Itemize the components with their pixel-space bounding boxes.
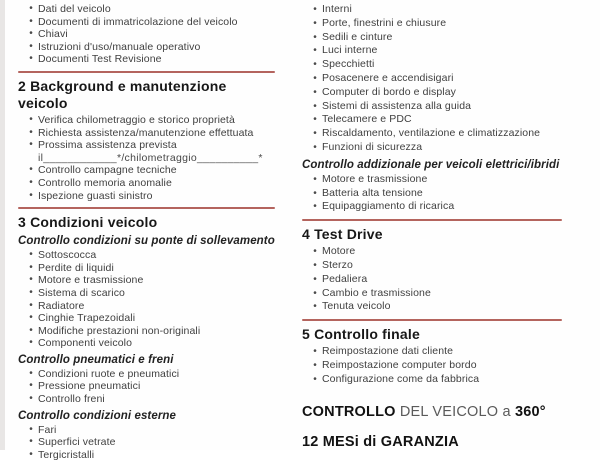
checklist-item-label: Ispezione guasti sinistro	[38, 189, 153, 202]
checklist-item	[24, 449, 275, 461]
checklist-item-label: Configurazione come da fabbrica	[322, 372, 480, 385]
checklist-item	[308, 259, 562, 273]
checklist-item-label: Chiavi	[38, 28, 68, 41]
checklist-item-label: Funzioni di sicurezza	[322, 140, 423, 153]
checklist-item	[308, 173, 562, 187]
checklist	[302, 245, 562, 314]
checklist-item	[24, 16, 275, 29]
checklist-item	[308, 373, 562, 387]
bullet-icon: •	[29, 189, 33, 201]
subsection-heading: Controllo condizioni su ponte di sollevamento	[18, 235, 275, 248]
checklist-item	[24, 287, 275, 300]
checklist	[18, 164, 275, 202]
checklist-item-label: Sistema di scarico	[38, 286, 125, 299]
checklist	[302, 345, 562, 386]
checklist-item-label: Sistemi di assistenza alla guida	[322, 99, 472, 112]
bullet-icon: •	[313, 141, 317, 153]
checklist-item-label: Prossima assistenza prevista	[38, 139, 177, 152]
checklist-item-label: Componenti veicolo	[38, 337, 133, 350]
checklist-item-label: Sedili e cinture	[322, 30, 393, 43]
checklist	[302, 3, 562, 155]
checklist-item	[308, 86, 562, 100]
checklist-item	[24, 393, 275, 406]
bullet-icon: •	[29, 286, 33, 298]
bullet-icon: •	[29, 3, 33, 14]
bullet-icon: •	[313, 72, 317, 84]
checklist-item-label: Sterzo	[322, 258, 353, 271]
bold-segment: CONTROLLO	[302, 403, 396, 420]
checklist-item-label: Istruzioni d'uso/manuale operativo	[38, 40, 201, 53]
checklist-item	[24, 3, 275, 16]
checklist-item-label: Cambio e trasmissione	[322, 286, 431, 299]
checklist-item	[308, 72, 562, 86]
checklist-item-label: Reimpostazione computer bordo	[322, 358, 477, 371]
checklist	[18, 249, 275, 350]
bullet-icon: •	[29, 53, 33, 65]
bullet-icon: •	[29, 15, 33, 27]
checklist-item-label: Fari	[38, 423, 57, 436]
checklist	[302, 173, 562, 214]
bullet-icon: •	[29, 312, 33, 324]
bullet-icon: •	[313, 373, 317, 385]
subsection-heading: Controllo condizioni esterne	[18, 409, 177, 422]
checklist-item	[24, 28, 275, 41]
bullet-icon: •	[29, 436, 33, 448]
checklist-item	[24, 368, 275, 381]
section-heading: 4 Test Drive	[302, 226, 383, 243]
checklist-item-label: Pressione pneumatici	[38, 380, 141, 393]
bullet-icon: •	[29, 393, 33, 405]
checklist-item-label: Controllo memoria anomalie	[38, 176, 172, 189]
checklist-item	[24, 262, 275, 275]
subsection-heading: Controllo addizionale per veicoli elettrici/ibridi	[302, 158, 560, 171]
checklist-item-label: Interni	[322, 3, 352, 15]
checklist-item	[24, 127, 275, 140]
bullet-icon: •	[29, 28, 33, 40]
checklist-item-label: Batteria alta tensione	[322, 186, 423, 199]
scan-edge-shadow	[0, 0, 5, 450]
checklist-item-label: Condizioni ruote e pneumatici	[38, 367, 180, 380]
bullet-icon: •	[29, 176, 33, 188]
bullet-icon: •	[29, 139, 33, 151]
bullet-icon: •	[313, 259, 317, 271]
checklist-item	[308, 100, 562, 114]
checklist-item-label: Porte, finestrini e chiusure	[322, 16, 447, 29]
checklist-item-label: Superfici vetrate	[38, 436, 116, 449]
checklist-item-label: Modifiche prestazioni non-originali	[38, 324, 201, 337]
bullet-icon: •	[313, 187, 317, 199]
checklist-item	[24, 274, 275, 287]
checklist-item	[24, 114, 275, 127]
checklist-item	[308, 127, 562, 141]
checklist-item	[308, 141, 562, 155]
bullet-icon: •	[313, 114, 317, 126]
checklist-item	[24, 380, 275, 393]
bullet-icon: •	[29, 249, 33, 261]
bullet-icon: •	[29, 261, 33, 273]
checklist-item-label: Richiesta assistenza/manutenzione effettuata	[38, 126, 254, 139]
bullet-icon: •	[29, 274, 33, 286]
bullet-icon: •	[29, 324, 33, 336]
checklist-item-label: Riscaldamento, ventilazione e climatizzazione	[322, 127, 541, 140]
bullet-icon: •	[313, 273, 317, 285]
checklist-item-label: Equipaggiamento di ricarica	[322, 200, 455, 213]
checklist-item-label: Tenuta veicolo	[322, 300, 391, 313]
warranty-line: 12 MESi di GARANZIA	[302, 433, 459, 450]
checklist-item-label: Posacenere e accendisigari	[322, 71, 454, 84]
bold-segment: 360°	[514, 403, 546, 420]
checklist-item-label: Reimpostazione dati cliente	[322, 345, 454, 358]
bullet-icon: •	[313, 301, 317, 313]
checklist-item-label: Motore	[322, 245, 356, 258]
checklist-item	[308, 44, 562, 58]
bullet-icon: •	[29, 126, 33, 138]
checklist-item-label: Perdite di liquidi	[38, 261, 114, 274]
bullet-icon: •	[29, 40, 33, 52]
bullet-icon: •	[29, 164, 33, 176]
checklist-item-label: Radiatore	[38, 299, 85, 312]
checklist-item	[24, 139, 275, 152]
regular-segment: DEL VEICOLO a	[395, 403, 515, 420]
checklist-item-label: Documenti Test Revisione	[38, 53, 162, 66]
checklist	[18, 424, 275, 461]
checklist-item	[24, 300, 275, 313]
checklist-item-label: Verifica chilometraggio e storico proprietà	[38, 113, 235, 126]
bullet-icon: •	[313, 45, 317, 57]
bullet-icon: •	[313, 173, 317, 185]
bullet-icon: •	[313, 86, 317, 98]
checklist-item	[24, 41, 275, 54]
bullet-icon: •	[29, 423, 33, 435]
checklist-item	[308, 287, 562, 301]
checklist-item	[308, 245, 562, 259]
section-heading: 3 Condizioni veicolo	[18, 214, 158, 231]
column-right	[300, 0, 600, 450]
bullet-icon: •	[313, 246, 317, 258]
checklist-item-label: Dati del veicolo	[38, 3, 111, 15]
bullet-icon: •	[313, 287, 317, 299]
checklist-item	[308, 31, 562, 45]
checklist-item-label: Documenti di immatricolazione del veicolo	[38, 15, 238, 28]
checklist-item	[308, 58, 562, 72]
bullet-icon: •	[313, 59, 317, 71]
section-heading: 2 Background e manutenzione veicolo	[18, 77, 227, 111]
checklist-item-label: Telecamere e PDC	[322, 113, 412, 126]
checklist-item	[24, 177, 275, 190]
checklist-item	[24, 249, 275, 262]
checklist-item	[308, 113, 562, 127]
bullet-icon: •	[313, 4, 317, 15]
checklist-item-label: Motore e trasmissione	[38, 274, 144, 287]
bullet-icon: •	[313, 17, 317, 29]
checklist-item	[308, 17, 562, 31]
checklist-item	[308, 200, 562, 214]
checklist-item-label: Cinghie Trapezoidali	[38, 312, 136, 325]
checklist-item-label: Computer di bordo e display	[322, 85, 457, 98]
checklist	[18, 114, 275, 152]
checklist	[18, 3, 275, 66]
checklist-item	[24, 164, 275, 177]
bullet-icon: •	[29, 367, 33, 379]
checklist-item	[24, 424, 275, 437]
checklist-item	[308, 359, 562, 373]
section-divider	[18, 207, 275, 209]
bullet-icon: •	[29, 448, 33, 460]
checklist-item	[308, 273, 562, 287]
checklist-item	[24, 53, 275, 66]
checklist-item	[24, 312, 275, 325]
checklist-item-label: Luci interne	[322, 44, 378, 57]
checklist-item	[24, 325, 275, 338]
checklist-item-label: Controllo campagne tecniche	[38, 164, 177, 177]
section-divider	[302, 219, 562, 221]
checklist-item	[24, 337, 275, 350]
checklist-item-label: Tergicristalli	[38, 448, 95, 461]
fill-in-blanks-line: il____________*/chilometraggio__________*	[38, 151, 263, 164]
section-divider	[18, 71, 275, 73]
checklist-item	[24, 190, 275, 203]
checklist	[18, 368, 275, 406]
vehicle-360-check-line	[302, 403, 562, 421]
bullet-icon: •	[313, 128, 317, 140]
subsection-heading: Controllo pneumatici e freni	[18, 353, 174, 366]
checklist-item	[308, 300, 562, 314]
checklist-item-label: Specchietti	[322, 58, 375, 71]
bullet-icon: •	[313, 31, 317, 43]
bullet-icon: •	[313, 100, 317, 112]
bullet-icon: •	[313, 201, 317, 213]
checklist-item-label: Pedaliera	[322, 272, 368, 285]
checklist-item-label: Motore e trasmissione	[322, 172, 428, 185]
checklist-item	[308, 3, 562, 17]
checklist-item-label: Sottoscocca	[38, 249, 97, 262]
bullet-icon: •	[29, 337, 33, 349]
bullet-icon: •	[29, 299, 33, 311]
bullet-icon: •	[29, 113, 33, 125]
section-divider	[302, 319, 562, 321]
checklist-item	[24, 436, 275, 449]
checklist-item	[308, 187, 562, 201]
bullet-icon: •	[313, 346, 317, 358]
checklist-item	[308, 345, 562, 359]
bullet-icon: •	[29, 380, 33, 392]
section-heading: 5 Controllo finale	[302, 326, 420, 343]
checklist-item-label: Controllo freni	[38, 393, 105, 406]
bullet-icon: •	[313, 359, 317, 371]
